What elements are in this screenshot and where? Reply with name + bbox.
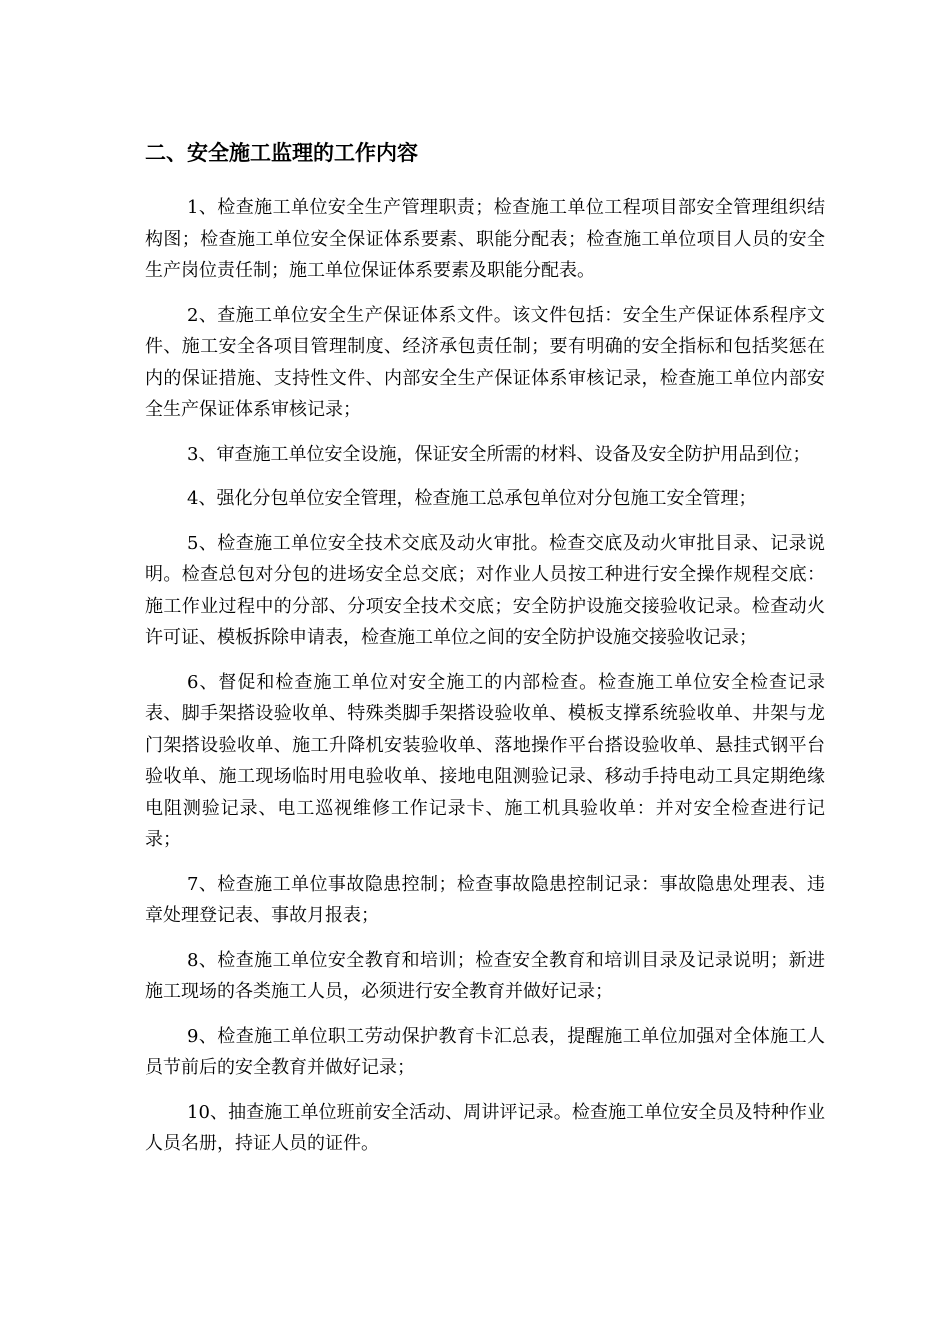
paragraph-4: 4、强化分包单位安全管理，检查施工总承包单位对分包施工安全管理； xyxy=(187,488,757,509)
paragraph-6: 6、督促和检查施工单位对安全施工的内部检查。检查施工单位安全检查记录表、脚手架搭设验收单、特殊类脚手架搭设验收单、模板支撑系统验收单、井架与龙门架搭设验收单、施工升降机安装验收单、落地操作平台搭设验收单、悬挂式钢平台验收单、施工现场临时用电验收单、接地电阻测验记录、移动手持电动工具定期绝缘电阻测验记录、电工巡视维修工作记录卡、施工机具验收单：并对安全检查进行记录； xyxy=(145,671,825,850)
paragraph-5: 5、检查施工单位安全技术交底及动火审批。检查交底及动火审批目录、记录说明。检查总包对分包的进场安全总交底；对作业人员按工种进行安全操作规程交底：施工作业过程中的分部、分项安全技术交底；安全防护设施交接验收记录。检查动火许可证、模板拆除申请表，检查施工单位之间的安全防护设施交接验收记录； xyxy=(145,532,825,648)
paragraph-3: 3、审查施工单位安全设施，保证安全所需的材料、设备及安全防护用品到位； xyxy=(187,443,811,465)
document-body xyxy=(145,192,825,1173)
paragraph-2: 2、查施工单位安全生产保证体系文件。该文件包括：安全生产保证体系程序文件、施工安全各项目管理制度、经济承包责任制；要有明确的安全指标和包括奖惩在内的保证措施、支持性文件、内部安全生产保证体系审核记录，检查施工单位内部安全生产保证体系审核记录； xyxy=(145,304,825,420)
paragraph-9: 9、检查施工单位职工劳动保护教育卡汇总表，提醒施工单位加强对全体施工人员节前后的安全教育并做好记录； xyxy=(145,1025,825,1078)
paragraph-10: 10、抽查施工单位班前安全活动、周讲评记录。检查施工单位安全员及特种作业人员名册，持证人员的证件。 xyxy=(145,1101,825,1154)
paragraph-1: 1、检查施工单位安全生产管理职责；检查施工单位工程项目部安全管理组织结构图；检查施工单位安全保证体系要素、职能分配表；检查施工单位项目人员的安全生产岗位责任制；施工单位保证体系要素及职能分配表。 xyxy=(145,197,825,281)
paragraph-8: 8、检查施工单位安全教育和培训；检查安全教育和培训目录及记录说明；新进施工现场的各类施工人员，必须进行安全教育并做好记录； xyxy=(145,949,825,1002)
section-heading: 二、安全施工监理的工作内容 xyxy=(145,141,418,165)
paragraph-7: 7、检查施工单位事故隐患控制；检查事故隐患控制记录：事故隐患处理表、违章处理登记表、事故月报表； xyxy=(145,873,825,926)
